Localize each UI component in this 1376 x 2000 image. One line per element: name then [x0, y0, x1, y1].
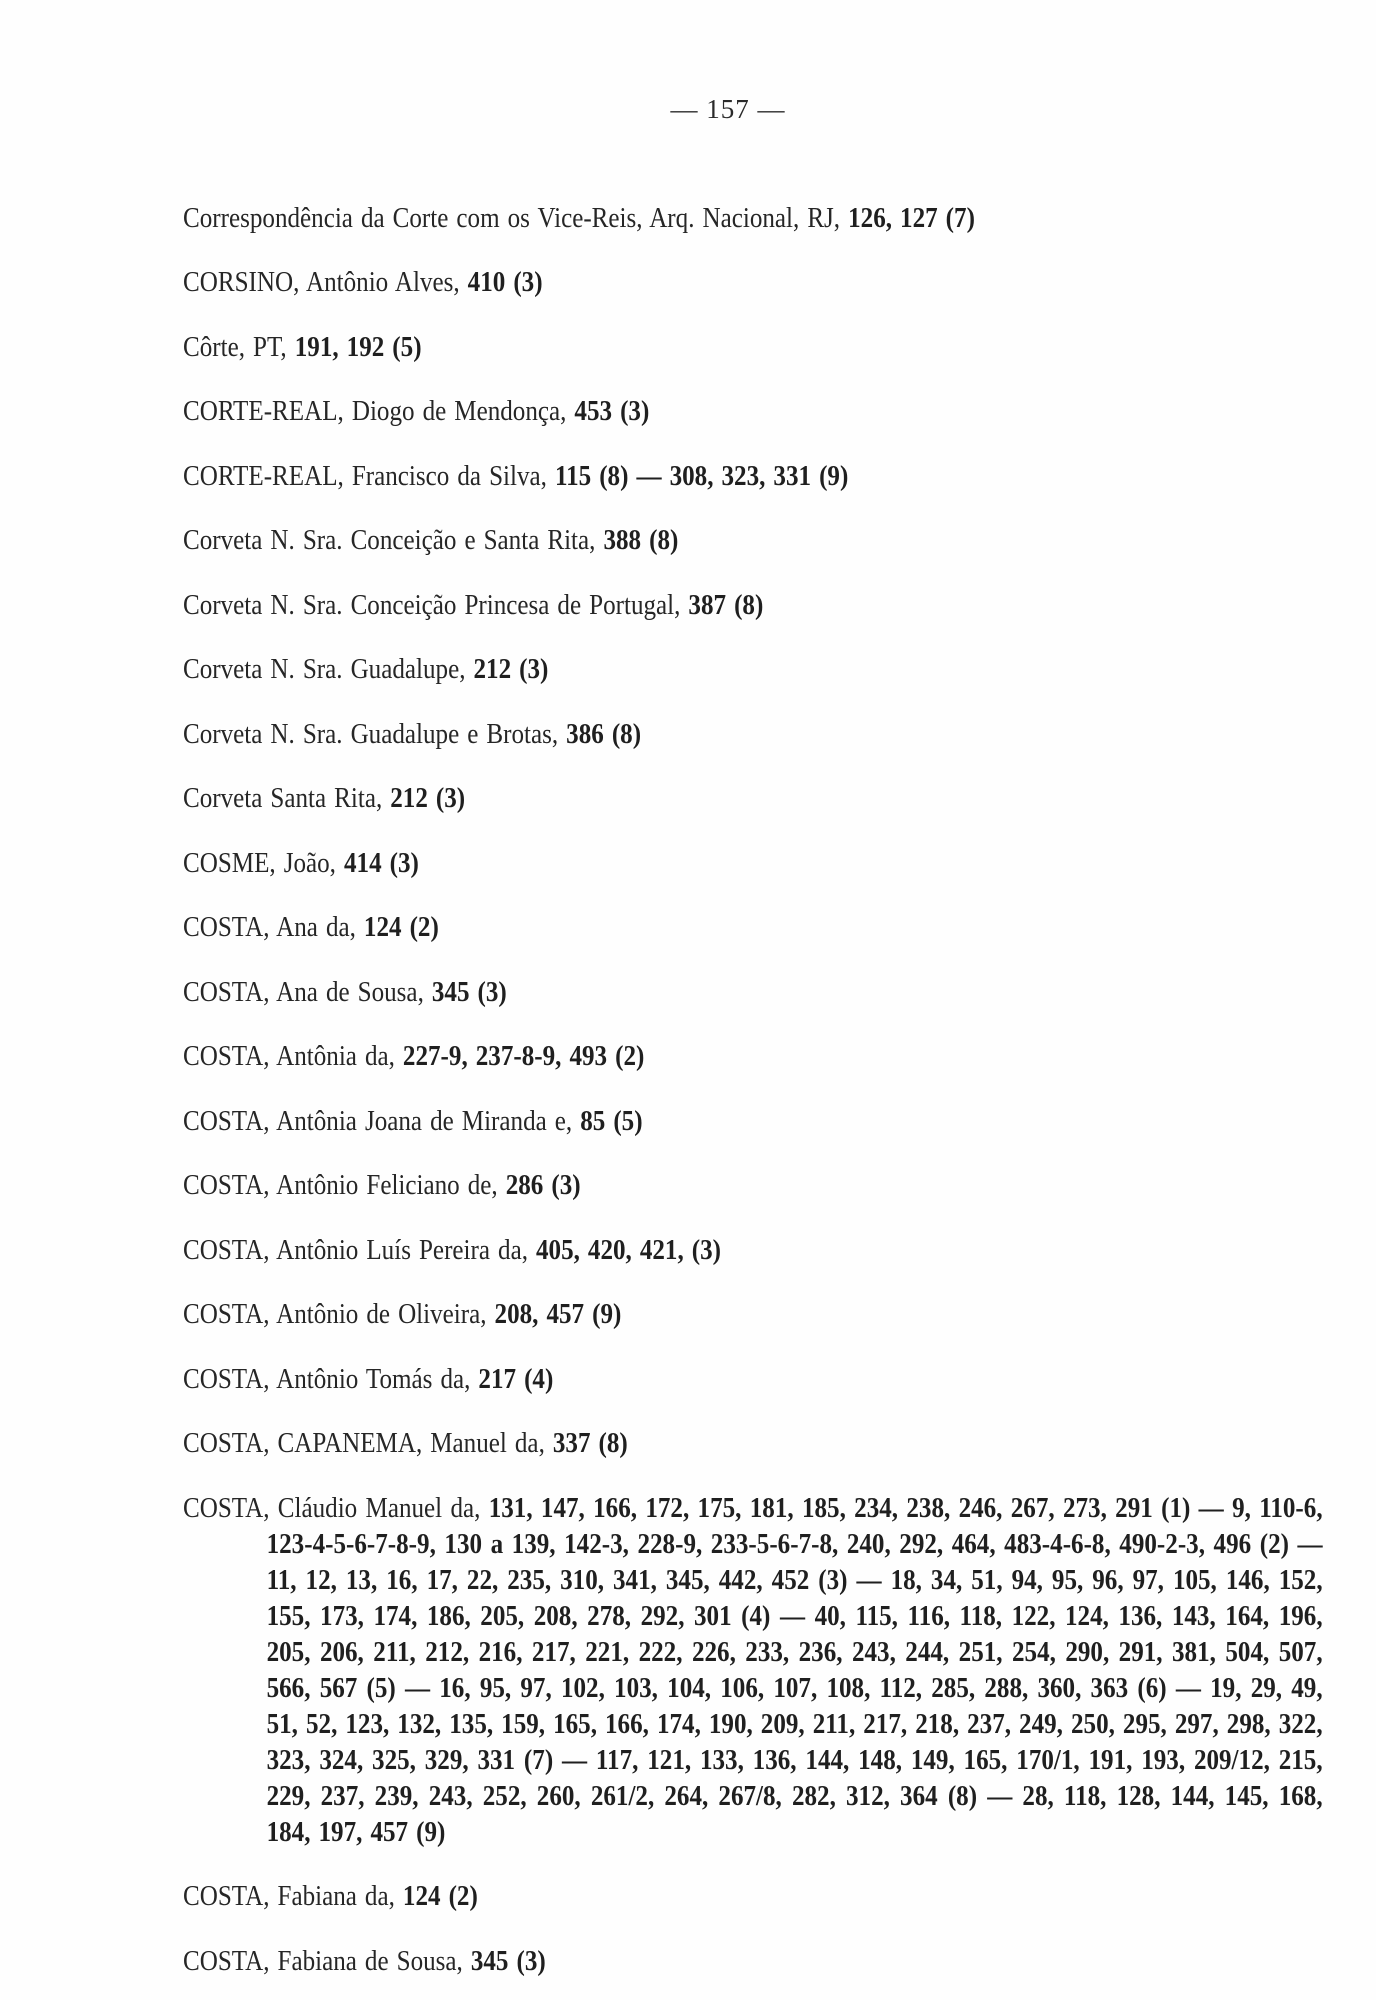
index-entry	[183, 846, 1323, 882]
entry-references: 126, 127 (7)	[848, 202, 975, 234]
entry-heading: CORSINO, Antônio Alves,	[183, 267, 460, 298]
entry-heading: Corveta N. Sra. Conceição Princesa de Portugal,	[183, 589, 681, 621]
entry-references: 212 (3)	[390, 783, 466, 814]
entry-references: 286 (3)	[505, 1170, 581, 1201]
entry-heading: COSTA, Antônio Tomás da,	[183, 1363, 471, 1395]
entry-heading: COSTA, Antônio Luís Pereira da,	[183, 1234, 528, 1266]
entry-references: 208, 457 (9)	[494, 1299, 622, 1330]
entry-references: 115 (8) — 308, 323, 331 (9)	[554, 460, 849, 492]
index-entry	[183, 1104, 1323, 1140]
entry-references: 85 (5)	[580, 1105, 643, 1137]
entry-heading: COSTA, CAPANEMA, Manuel da,	[183, 1428, 545, 1459]
index-entry	[183, 975, 1323, 1011]
entry-heading: COSTA, Antônia da,	[183, 1041, 395, 1072]
entry-references: 414 (3)	[343, 847, 419, 879]
index-entry	[183, 717, 1323, 753]
entry-heading: Corveta Santa Rita,	[183, 783, 383, 814]
index-entry	[183, 1297, 1323, 1333]
entry-references: 386 (8)	[566, 718, 642, 750]
index-entry	[183, 1233, 1323, 1269]
index-entry	[183, 1944, 1323, 1980]
index-entry	[183, 1879, 1323, 1915]
page-number: — 157 —	[670, 94, 786, 124]
entry-references: 337 (8)	[552, 1428, 628, 1459]
entry-references: 212 (3)	[473, 654, 549, 685]
index-entry	[183, 1168, 1323, 1204]
entry-references: 453 (3)	[574, 396, 650, 427]
entry-heading: COSTA, Antônia Joana de Miranda e,	[183, 1105, 573, 1137]
index-entries	[183, 172, 1323, 1998]
entry-heading: CORTE-REAL, Francisco da Silva,	[183, 460, 547, 492]
entry-heading: COSME, João,	[183, 847, 336, 879]
entry-references: 131, 147, 166, 172, 175, 181, 185, 234, 238, 246, 267, 273, 291 (1) — 9, 110-6, 123-4-5-6-7-8-9, 130 a 139, 142-3, 228-9, 233-5-6-7-8, 240, 292, 464, 483-4-6-8, 490-2-3, 496 (2) — 11, 12, 13, 16, 17, 22, 235, 310, 341, 345, 442, 452 (3) — 18, 34, 51, 94, 95, 96, 97, 105, 146, 152, 155, 173, 174, 186, 205, 208, 278, 292, 301 (4) — 40, 115, 116, 118, 122, 124, 136, 143, 164, 196, 205, 206, 211, 212, 216, 217, 221, 222, 226, 233, 236, 243, 244, 251, 254, 290, 291, 381, 504, 507, 566, 567 (5) — 16, 95, 97, 102, 103, 104, 106, 107, 108, 112, 285, 288, 360, 363 (6) — 19, 29, 49, 51, 52, 123, 132, 135, 159, 165, 166, 174, 190, 209, 211, 217, 218, 237, 249, 250, 295, 297, 298, 322, 323, 324, 325, 329, 331 (7) — 117, 121, 133, 136, 144, 148, 149, 165, 170/1, 191, 193, 209/12, 215, 229, 237, 239, 243, 252, 260, 261/2, 264, 267/8, 282, 312, 364 (8) — 28, 118, 128, 144, 145, 168, 184, 197, 457 (9)	[266, 1492, 1323, 1848]
index-entry-long	[183, 1491, 1323, 1851]
entry-heading: Corveta N. Sra. Guadalupe,	[183, 654, 466, 685]
entry-references: 217 (4)	[478, 1363, 554, 1395]
entry-references: 345 (3)	[470, 1945, 546, 1977]
index-entry	[183, 781, 1323, 817]
entry-references: 387 (8)	[688, 589, 764, 621]
entry-heading: Côrte, PT,	[183, 331, 287, 363]
entry-heading: COSTA, Fabiana da,	[183, 1881, 395, 1912]
index-entry	[183, 1426, 1323, 1462]
index-entry	[183, 394, 1323, 430]
entry-references: 405, 420, 421, (3)	[536, 1234, 722, 1266]
entry-references: 410 (3)	[467, 267, 543, 298]
index-entry	[183, 588, 1323, 624]
entry-heading: COSTA, Fabiana de Sousa,	[183, 1945, 463, 1977]
entry-heading: COSTA, Ana da,	[183, 912, 356, 943]
entry-heading: COSTA, Ana de Sousa,	[183, 976, 424, 1008]
entry-heading: COSTA, Antônio Feliciano de,	[183, 1170, 498, 1201]
index-entry	[183, 1362, 1323, 1398]
entry-references: 124 (2)	[402, 1881, 478, 1912]
entry-references: 124 (2)	[363, 912, 439, 943]
entry-heading: Corveta N. Sra. Guadalupe e Brotas,	[183, 718, 559, 750]
entry-references: 191, 192 (5)	[294, 331, 422, 363]
index-entry	[183, 459, 1323, 495]
entry-references: 345 (3)	[431, 976, 507, 1008]
entry-references: 227-9, 237-8-9, 493 (2)	[402, 1041, 645, 1072]
index-entry	[183, 1039, 1323, 1075]
index-entry	[183, 910, 1323, 946]
index-entry	[183, 330, 1323, 366]
entry-heading: CORTE-REAL, Diogo de Mendonça,	[183, 396, 567, 427]
index-entry	[183, 201, 1323, 237]
entry-heading: Correspondência da Corte com os Vice-Reis, Arq. Nacional, RJ,	[183, 202, 841, 234]
entry-heading: Corveta N. Sra. Conceição e Santa Rita,	[183, 525, 596, 556]
index-entry	[183, 523, 1323, 559]
entry-heading: COSTA, Cláudio Manuel da,	[183, 1492, 481, 1524]
entry-heading: COSTA, Antônio de Oliveira,	[183, 1299, 487, 1330]
index-entry	[183, 652, 1323, 688]
entry-references: 388 (8)	[603, 525, 679, 556]
index-entry	[183, 265, 1323, 301]
